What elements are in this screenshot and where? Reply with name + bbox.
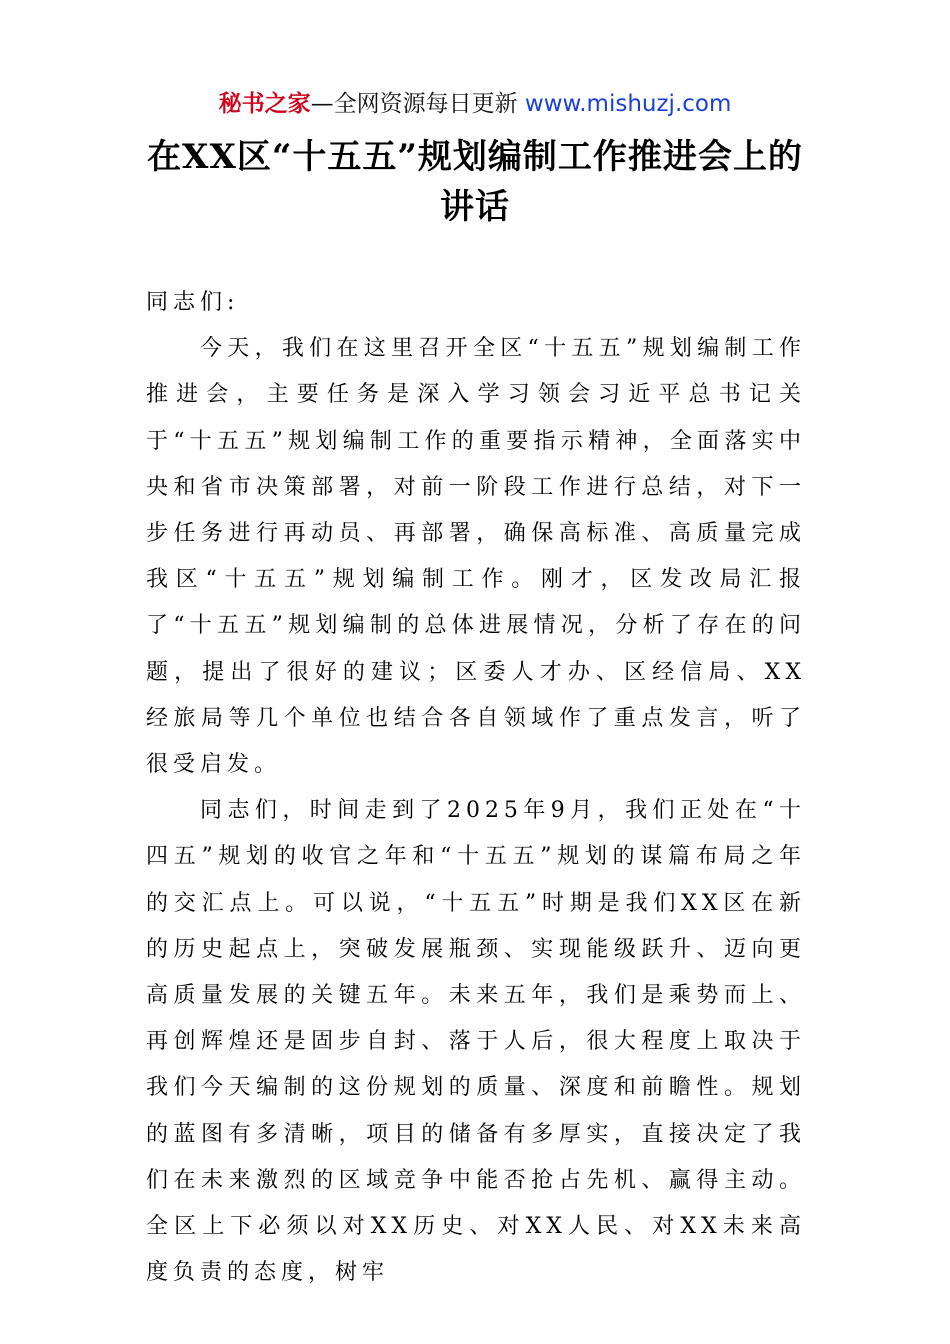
site-header: [0, 86, 950, 122]
greeting: 同志们:: [146, 290, 240, 315]
document-body: [146, 280, 806, 1296]
header-slogan: —全网资源每日更新: [310, 91, 525, 117]
document-title: 在XX区“十五五”规划编制工作推进会上的讲话: [147, 137, 803, 227]
paragraph-1: 今天，我们在这里召开全区“十五五”规划编制工作推进会，主要任务是深入学习领会习近平总书记关于“十五五”规划编制工作的重要指示精神，全面落实中央和省市决策部署，对前一阶段工作进行总结，对下一步任务进行再动员、再部署，确保高标准、高质量完成我区“十五五”规划编制工作。刚才，区发改局汇报了“十五五”规划编制的总体进展情况，分析了存在的问题，提出了很好的建议；区委人才办、区经信局、XX经旅局等几个单位也结合各自领域作了重点发言，听了很受启发。: [146, 336, 806, 778]
paragraph-2: 同志们，时间走到了2025年9月，我们正处在“十四五”规划的收官之年和“十五五”规划的谋篇布局之年的交汇点上。可以说，“十五五”时期是我们XX区在新的历史起点上，突破发展瓶颈、实现能级跃升、迈向更高质量发展的关键五年。未来五年，我们是乘势而上、再创辉煌还是固步自封、落于人后，很大程度上取决于我们今天编制的这份规划的质量、深度和前瞻性。规划的蓝图有多清晰，项目的储备有多厚实，直接决定了我们在未来激烈的区域竞争中能否抢占先机、赢得主动。全区上下必须以对XX历史、对XX人民、对XX未来高度负责的态度，树牢: [146, 798, 806, 1286]
brand-name: 秘书之家: [218, 91, 311, 117]
site-url-link[interactable]: www.mishuzj.com: [524, 91, 732, 117]
